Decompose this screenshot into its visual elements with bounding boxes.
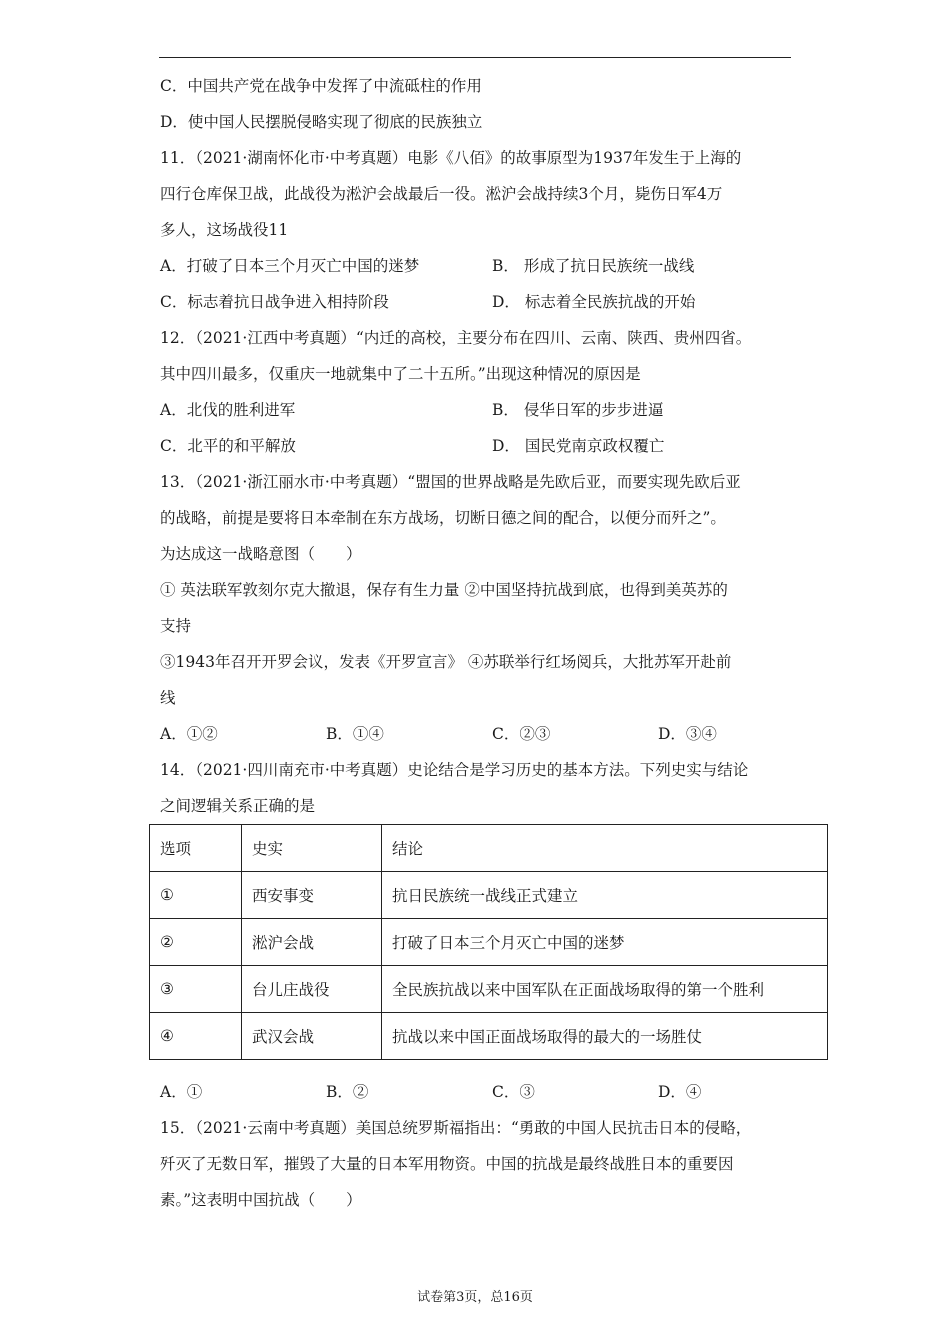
option-b: B． 侵华日军的步步进逼 [492,401,664,419]
question-text-line: 14．（2021·四川南充市·中考真题）史论结合是学习历史的基本方法。下列史实与结论 [160,761,749,779]
question-text-line: 多人，这场战役11 [160,221,289,239]
option-d: D． 标志着全民族抗战的开始 [492,293,696,311]
options-row [160,284,800,320]
option-d: D． 国民党南京政权覆亡 [492,437,665,455]
question-text-line: 之间逻辑关系正确的是 [160,797,316,815]
option-b: B． 形成了抗日民族统一战线 [492,257,695,275]
option-b: B．② [326,1083,369,1101]
table-cell: ② [150,919,242,966]
options-row [160,248,800,284]
table-header-cell: 结论 [382,825,828,872]
question-text-line: 其中四川最多，仅重庆一地就集中了二十五所。”出现这种情况的原因是 [160,365,641,383]
question-text-line: 歼灭了无数日军，摧毁了大量的日本军用物资。中国的抗战是最终战胜日本的重要因 [160,1155,734,1173]
option-a: A．① [160,1083,203,1101]
table-row [150,966,828,1013]
question-text-line: 的战略，前提是要将日本牵制在东方战场，切断日德之间的配合，以便分而歼之”。 [160,509,726,527]
option-c: C．③ [492,1083,535,1101]
history-table [149,824,828,1060]
table-cell: 抗日民族统一战线正式建立 [382,872,828,919]
question-text-line: 15．（2021·云南中考真题）美国总统罗斯福指出：“勇敢的中国人民抗击日本的侵略， [160,1119,752,1137]
option-c: C．北平的和平解放 [160,437,296,455]
option-a: A．北伐的胜利进军 [160,401,296,419]
question-text-line: 为达成这一战略意图（ ） [160,545,362,563]
question-text-line: 11．（2021·湖南怀化市·中考真题）电影《八佰》的故事原型为1937年发生于上海的 [160,149,742,167]
option-d: D．③④ [658,725,717,743]
option-b: B．①④ [326,725,384,743]
option-d: D．④ [658,1083,702,1101]
table-cell: 武汉会战 [242,1013,382,1060]
question-text-line: 线 [160,689,176,707]
question-11 [160,140,800,320]
question-text-line: ① 英法联军敦刻尔克大撤退，保存有生力量 ②中国坚持抗战到底，也得到美英苏的 [160,581,728,599]
page-footer: 试卷第3页，总16页 [417,1290,533,1305]
question-15 [160,1110,800,1218]
table-cell: 全民族抗战以来中国军队在正面战场取得的第一个胜利 [382,966,828,1013]
option-c: C．标志着抗日战争进入相持阶段 [160,293,389,311]
question-12 [160,320,800,464]
prev-option-c: C．中国共产党在战争中发挥了中流砥柱的作用 [160,77,482,95]
options-row [160,392,800,428]
table-cell: ③ [150,966,242,1013]
question-text-line: 13．（2021·浙江丽水市·中考真题）“盟国的世界战略是先欧后亚，而要实现先欧后亚 [160,473,741,491]
table-row [150,919,828,966]
prev-option-d: D．使中国人民摆脱侵略实现了彻底的民族独立 [160,113,483,131]
table-cell: 打破了日本三个月灭亡中国的迷梦 [382,919,828,966]
options-row [160,716,800,752]
question-text-line: 素。”这表明中国抗战（ ） [160,1191,362,1209]
question-13 [160,464,800,752]
question-text-line: 四行仓库保卫战，此战役为淞沪会战最后一役。淞沪会战持续3个月，毙伤日军4万 [160,185,723,203]
table-row [150,872,828,919]
table-cell: 淞沪会战 [242,919,382,966]
table-header-cell: 选项 [150,825,242,872]
option-c: C．②③ [492,725,551,743]
table-cell: ④ [150,1013,242,1060]
option-a: A．打破了日本三个月灭亡中国的迷梦 [160,257,420,275]
table-cell: 台儿庄战役 [242,966,382,1013]
table-row [150,1013,828,1060]
question-text-line: 12．（2021·江西中考真题）“内迁的高校，主要分布在四川、云南、陕西、贵州四省。 [160,329,752,347]
table-header-row [150,825,828,872]
option-a: A．①② [160,725,218,743]
table-cell: 抗战以来中国正面战场取得的最大的一场胜仗 [382,1013,828,1060]
options-row [160,428,800,464]
table-cell: 西安事变 [242,872,382,919]
table-header-cell: 史实 [242,825,382,872]
header-rule [159,57,791,58]
table-cell: ① [150,872,242,919]
options-row [160,1074,800,1110]
question-text-line: ③1943年召开开罗会议，发表《开罗宣言》 ④苏联举行红场阅兵，大批苏军开赴前 [160,653,732,671]
question-text-line: 支持 [160,617,192,635]
question-14 [160,752,800,1110]
exam-page [160,68,800,1218]
